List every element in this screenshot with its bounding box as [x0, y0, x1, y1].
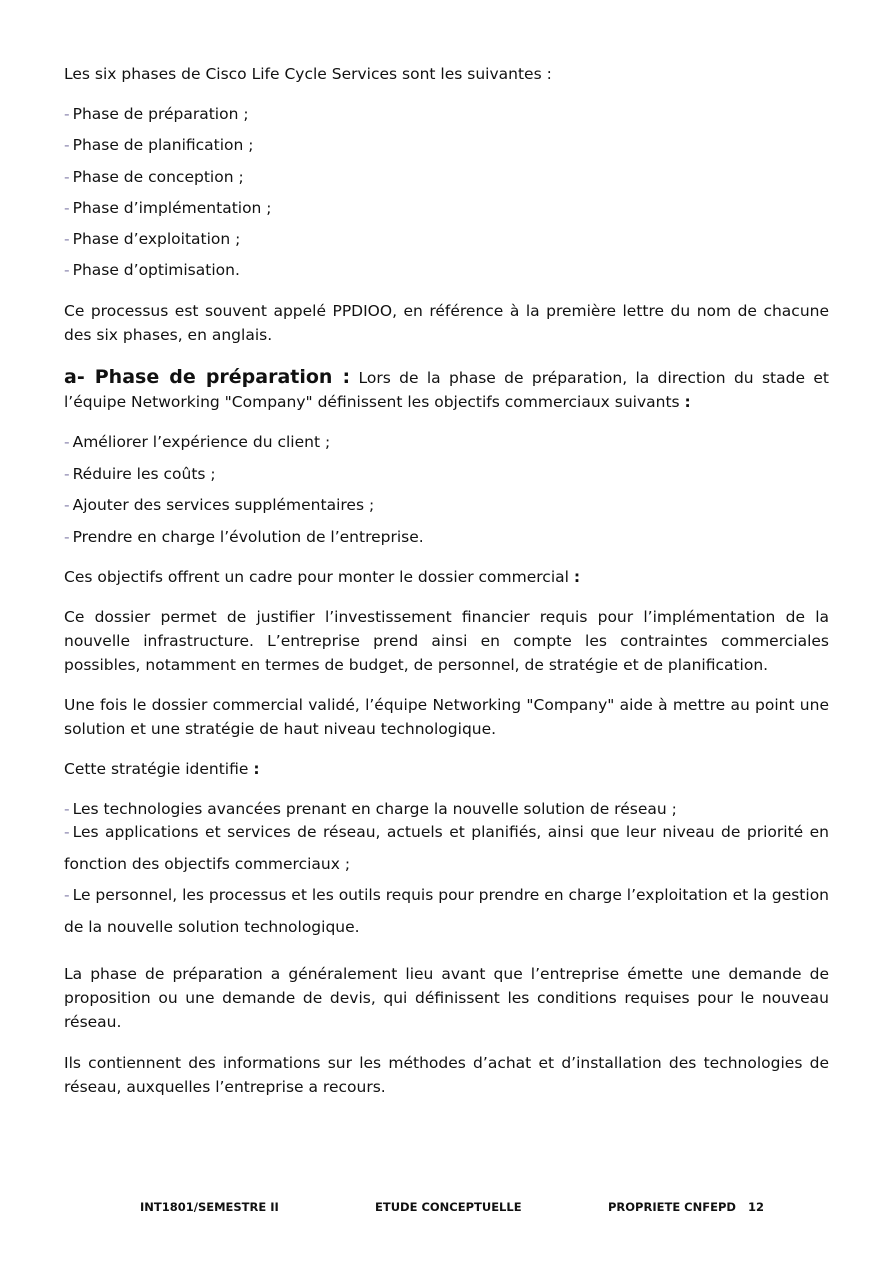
bullet-dash: - [64, 823, 70, 841]
section-heading: a- Phase de préparation : [64, 366, 351, 388]
bullet-dash: - [64, 230, 70, 249]
footer-title: ETUDE CONCEPTUELLE [375, 1200, 522, 1214]
bullet-dash: - [64, 464, 70, 483]
list-item: - Phase d’optimisation. [64, 261, 240, 280]
list-item: - Améliorer l’expérience du client ; [64, 433, 331, 451]
page-number: 12 [748, 1200, 765, 1214]
list-item: - Phase d’implémentation ; [64, 198, 272, 217]
lieu-paragraph: La phase de préparation a généralement lieu avant que l’entreprise émette une demande de proposition ou une demande de devis, qui définissent les conditions requises pour le nouveau réseau. [64, 965, 829, 1031]
list-item: - Phase d’exploitation ; [64, 230, 241, 249]
cadre-paragraph: Ces objectifs offrent un cadre pour monter le dossier commercial : [64, 568, 581, 586]
bullet-dash: - [64, 496, 70, 514]
bullet-dash: - [64, 800, 70, 818]
footer-owner: PROPRIETE CNFEPD [608, 1200, 736, 1214]
list-item: - Phase de conception ; [64, 167, 244, 186]
list-item: - Le personnel, les processus et les outils requis pour prendre en charge l’exploitation et la gestion de la nouvelle solution technologique. [64, 886, 829, 936]
list-item: - Ajouter des services supplémentaires ; [64, 496, 375, 514]
intro-paragraph: Les six phases de Cisco Life Cycle Services sont les suivantes : [64, 65, 552, 83]
list-item: - Les technologies avancées prenant en charge la nouvelle solution de réseau ; [64, 800, 677, 818]
bullet-dash: - [64, 433, 70, 451]
phases-list [64, 102, 272, 282]
bullet-dash: - [64, 527, 70, 546]
section-a-paragraph: a- Phase de préparation : Lors de la phase de préparation, la direction du stade et l’équipe Networking "Company" définissent les objectifs commerciaux suivants : [64, 366, 829, 411]
list-item: - Phase de préparation ; [64, 105, 249, 123]
strategie-paragraph: Cette stratégie identifie : [64, 760, 260, 778]
bullet-dash: - [64, 886, 70, 904]
objectives-list [64, 430, 424, 549]
ppdioo-paragraph: Ce processus est souvent appelé PPDIOO, en référence à la première lettre du nom de chacune des six phases, en anglais. [64, 302, 829, 344]
bullet-dash: - [64, 261, 70, 280]
contiennent-paragraph: Ils contiennent des informations sur les méthodes d’achat et d’installation des technologies de réseau, auxquelles l’entreprise a recours. [64, 1054, 829, 1096]
strategy-list [64, 797, 829, 943]
list-item: - Les applications et services de réseau, actuels et planifiés, ainsi que leur niveau de priorité en fonction des objectifs commerciaux ; [64, 823, 829, 873]
bullet-dash: - [64, 105, 70, 123]
footer-course-code: INT1801/SEMESTRE II [140, 1200, 279, 1214]
list-item: - Réduire les coûts ; [64, 464, 216, 483]
dossier-paragraph: Ce dossier permet de justifier l’investissement financier requis pour l’implémentation de la nouvelle infrastructure. L’entreprise prend ainsi en compte les contraintes commerciales possibles, notamment en termes de budget, de personnel, de stratégie et de planification. [64, 608, 829, 674]
bullet-dash: - [64, 198, 70, 217]
bullet-dash: - [64, 136, 70, 155]
list-item: - Prendre en charge l’évolution de l’entreprise. [64, 527, 424, 546]
validation-paragraph: Une fois le dossier commercial validé, l’équipe Networking "Company" aide à mettre au point une solution et une stratégie de haut niveau technologique. [64, 696, 829, 738]
list-item: - Phase de planification ; [64, 136, 254, 155]
bullet-dash: - [64, 167, 70, 186]
page-footer [0, 1200, 893, 1220]
